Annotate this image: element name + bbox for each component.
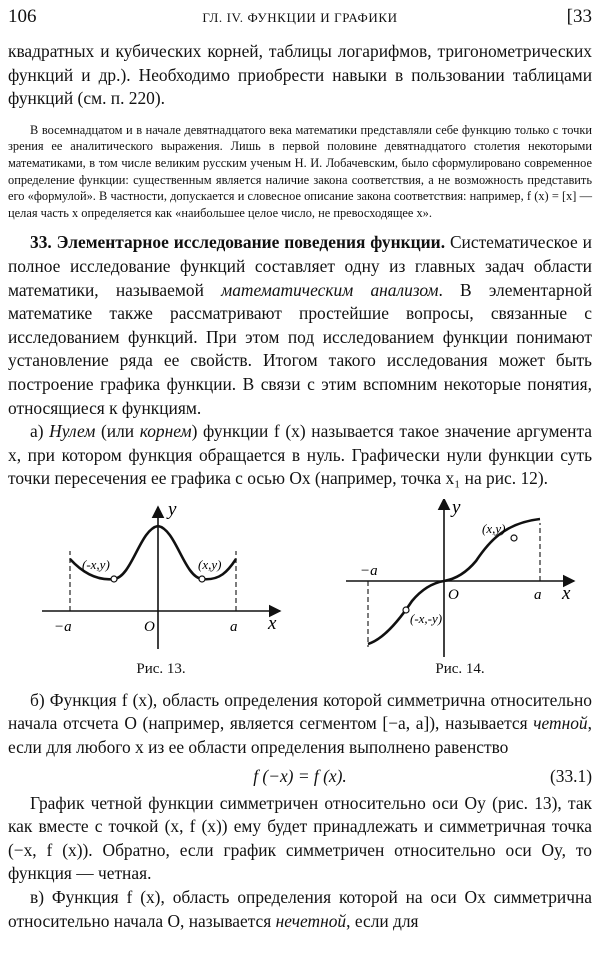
section-text-1: Систематическое и полное исследование функций составляет одну из главных задач области математики, называемой — [8, 232, 592, 300]
figures-row — [8, 499, 592, 689]
origin-label: O — [448, 586, 459, 603]
item-c-text-2: , если для — [346, 910, 419, 931]
zero-definition-paragraph — [8, 420, 592, 491]
even-function-definition — [8, 689, 592, 760]
origin-label: O — [144, 618, 155, 635]
item-c-text: в) Функция f (x), область определения которой на оси Ox симметрична относительно начала O, называется — [8, 887, 592, 931]
formula: f (−x) = f (x). — [253, 765, 347, 786]
term-zero: Нулем — [49, 421, 96, 442]
item-a-text: (или — [95, 421, 140, 442]
equation-number: (33.1) — [549, 765, 592, 786]
figure-13-graph — [36, 499, 286, 659]
section-33-paragraph — [8, 231, 592, 420]
item-b-text-2: , если для любого x из ее области определения выполнено равенство — [8, 713, 592, 758]
section-term: математическим анализом — [221, 279, 439, 300]
y-axis-label: y — [168, 498, 177, 520]
item-b-text: б) Функция f (x), область определения которой симметрична относительно начала отсчета O (например, является сегментом [−a, a]), называется — [8, 689, 592, 734]
point-left — [111, 576, 117, 582]
term-even: четной — [533, 713, 588, 734]
point-left-label: (-x,-y) — [410, 610, 443, 626]
page-content — [8, 40, 592, 933]
pos-a-label: a — [230, 618, 238, 635]
figure-14-graph — [340, 499, 580, 659]
neg-a-label: −a — [360, 562, 378, 579]
y-axis-label: y — [452, 498, 461, 518]
neg-a-label: −a — [54, 618, 72, 635]
figure-13 — [36, 499, 286, 678]
equation-33-1 — [8, 760, 592, 792]
paragraph-continuation: квадратных и кубических корней, таблицы логарифмов, тригонометрических функций и др.). Необходимо приобрести навыки в пользовании таблицами функций (см. п. 220). — [8, 41, 592, 109]
section-text-2: . В элементарной математике также рассматривают простейшие вопросы, связанные с исследованием функций. При этом под исследованием функции понимают установление ряда ее свойств. Итогом такого исследования может быть построение графика функции. В связи с этим вспомним некоторые понятия, относящиеся к функциям. — [8, 279, 592, 418]
point-right — [511, 535, 517, 541]
point-right-label: (x,y) — [482, 520, 506, 536]
page-number: 106 — [8, 6, 37, 27]
point-left — [403, 607, 409, 613]
historical-note: В восемнадцатом и в начале девятнадцатого века математики представляли себе функцию только с точки зрения ее аналитического выражения. Лишь в первой половине девятнадцатого столетия некоторыми математиками, в том числе великим русским ученым Н. И. Лобачевским, было сформулировано современное определение функции: существенным является наличие закона соответствия, а не возможность представить его «формулой». В частности, допускается и словесное описание закона соответствия: например, f (x) = [x] — целая часть x определяется как «наибольшее целое число, не превосходящее x». — [8, 122, 592, 220]
figure-13-caption: Рис. 13. — [136, 660, 186, 677]
page-header — [8, 6, 592, 32]
x-axis-label: x — [562, 582, 571, 604]
odd-function-definition — [8, 886, 592, 933]
item-a-text-2: ) функции f (x) называется такое значение аргумента x, при котором функция обращается в нуль. Графически нули функции суть точки пересечения ее графика с осью Ox (например, точка x₁ на рис. 12). — [8, 421, 593, 489]
section-title: 33. Элементарное исследование поведения функции. — [30, 232, 446, 253]
point-right-label: (x,y) — [198, 556, 222, 572]
point-right — [199, 576, 205, 582]
point-left-label: (-x,y) — [82, 556, 110, 572]
chapter-title: ГЛ. IV. ФУНКЦИИ И ГРАФИКИ — [202, 10, 398, 25]
x-axis-label: x — [268, 612, 277, 634]
section-reference: [33 — [566, 6, 592, 27]
item-a-marker: а) — [30, 421, 50, 442]
figure-14 — [340, 499, 580, 678]
pos-a-label: a — [534, 586, 542, 603]
term-root: корнем — [139, 421, 192, 442]
term-odd: нечетной — [275, 910, 347, 931]
even-graph-paragraph: График четной функции симметричен относительно оси Oy (рис. 13), так как вместе с точкой (x, f (x)) ему будет принадлежать и симметричная точка (−x, f (x)). Обратно, если график симметричен относительно оси Oy, то функция — четная. — [8, 792, 592, 884]
figure-14-caption: Рис. 14. — [435, 660, 485, 677]
